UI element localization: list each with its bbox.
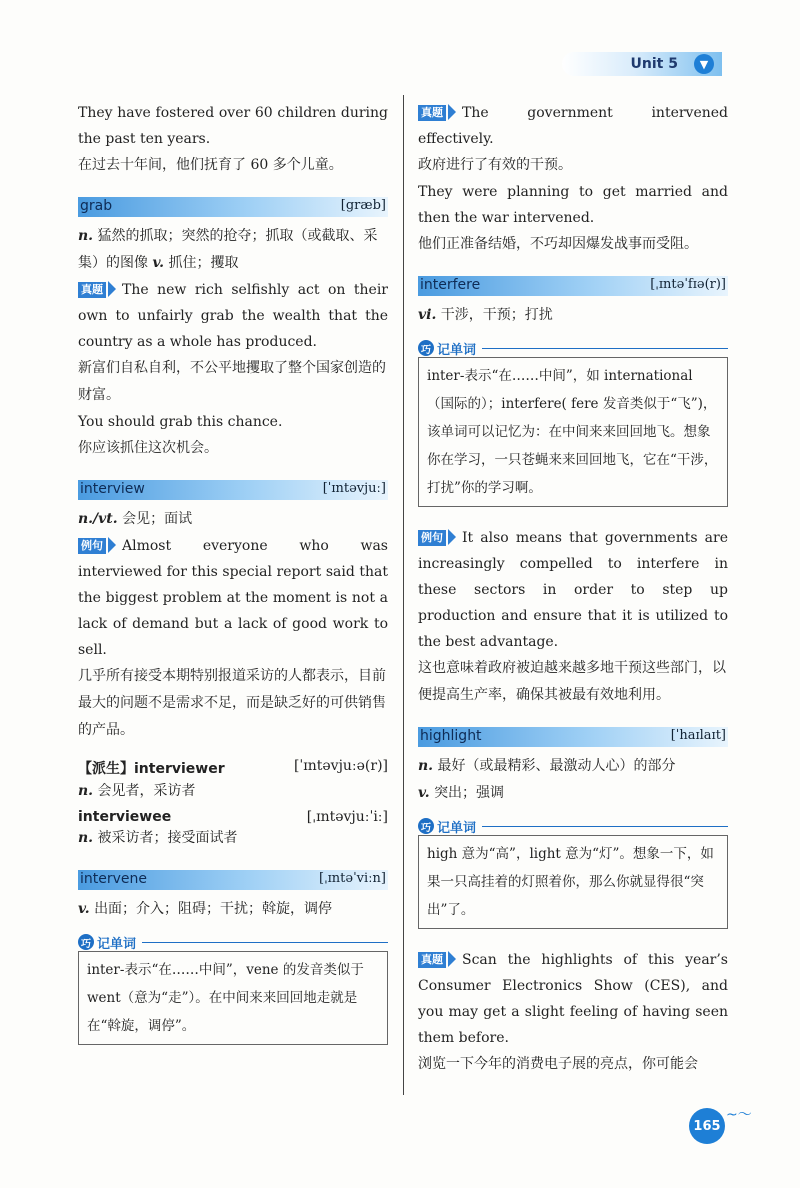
definition-text: 出面；介入；阻碍；干扰；斡旋，调停	[94, 901, 333, 917]
memory-tip-text: inter-表示“在……中间”，如 international（国际的）；interfere( fere 发音类似于“飞”)，该单词可以记忆为：在中间来来回回地飞。想象你在学习，一只苍蝇来来回回地飞，它在“干涉，打扰”你的学习啊。	[418, 357, 728, 507]
phonetic: [ˌɪntəˈfɪə(r)]	[650, 277, 726, 292]
definition	[78, 825, 388, 852]
lightbulb-icon: 巧	[78, 934, 94, 950]
intro-example-en: They have fostered over 60 children during the past ten years.	[78, 105, 388, 147]
phonetic: [græb]	[340, 198, 386, 213]
column-divider	[403, 95, 404, 1095]
example-zh: 政府进行了有效的干预。	[418, 157, 572, 173]
definition	[78, 506, 388, 533]
lightbulb-icon: 巧	[418, 818, 434, 834]
example-text: The government intervened effectively.	[418, 105, 728, 147]
divider	[482, 826, 728, 827]
decorative-swash-icon: ~〜	[726, 1107, 752, 1123]
unit-label: Unit 5	[630, 56, 678, 72]
divider	[142, 942, 388, 943]
example-zh: 你应该抓住这次机会。	[78, 440, 218, 456]
tag-arrow-icon	[448, 529, 456, 545]
example-en	[418, 100, 728, 152]
part-of-speech: vi.	[418, 307, 437, 323]
intro-example-zh: 在过去十年间，他们抚育了 60 多个儿童。	[78, 157, 343, 173]
memory-tip-title: 记单词	[437, 820, 477, 836]
tag-arrow-icon	[108, 281, 116, 297]
phonetic: [ˌɪntəˈviːn]	[319, 871, 386, 886]
example-zh: 浏览一下今年的消费电子展的亮点，你可能会	[418, 1056, 698, 1072]
definition	[418, 753, 728, 780]
memory-tip-text: high 意为“高”，light 意为“灯”。想象一下，如果一只高挂着的灯照着你，那么你就显得很“突出”了。	[418, 835, 728, 929]
lightbulb-icon: 巧	[418, 340, 434, 356]
definition-text: 最好（或最精彩、最激动人心）的部分	[437, 758, 676, 774]
example-text: Scan the highlights of this year’s Consumer Electronics Show (CES), and you may get a slight feeling of having seen them before.	[418, 952, 728, 1046]
example-zh: 他们正准备结婚，不巧却因爆发战事而受阻。	[418, 236, 698, 252]
derivative-heading	[78, 809, 388, 825]
definition-text: 会见者，采访者	[97, 783, 196, 799]
memory-tip-text: inter-表示“在……中间”，vene 的发音类似于 went（意为“走”）。在中间来来回回地走就是在“斡旋，调停”。	[78, 951, 388, 1045]
word-bar-interfere	[418, 276, 728, 296]
phonetic: [ˈɪntəvjuːə(r)]	[293, 758, 388, 774]
word-bar-intervene	[78, 870, 388, 890]
derivative-word: interviewer	[134, 761, 225, 777]
derivative-label: 【派生】	[78, 761, 134, 777]
part-of-speech: n.	[418, 758, 434, 774]
headword: grab	[80, 198, 113, 214]
exam-tag: 真题	[418, 105, 446, 121]
example-tag: 例句	[78, 538, 106, 554]
headword: highlight	[420, 728, 482, 744]
definition	[78, 778, 388, 805]
example-en	[418, 947, 728, 1051]
definition-text: 干涉，干预；打扰	[440, 307, 553, 323]
part-of-speech: v.	[152, 255, 165, 271]
memory-tip	[418, 339, 728, 507]
headword: interview	[80, 481, 145, 497]
example-zh: 新富们自私自利，不公平地攫取了整个国家创造的财富。	[78, 360, 386, 403]
divider	[482, 348, 728, 349]
left-column	[78, 100, 388, 1045]
word-bar-interview	[78, 480, 388, 500]
memory-tip	[78, 933, 388, 1045]
tag-arrow-icon	[108, 537, 116, 553]
memory-tip	[418, 817, 728, 929]
example-en	[78, 277, 388, 355]
example-tag: 例句	[418, 530, 446, 546]
exam-tag: 真题	[418, 952, 446, 968]
definition	[418, 302, 728, 329]
example-text: It also means that governments are increasingly compelled to interfere in these sectors in order to step up production and ensure that it is utilized to the best advantage.	[418, 530, 728, 650]
unit-header-tab	[562, 52, 722, 76]
phonetic: [ˈɪntəvjuː]	[322, 481, 386, 496]
example-en: They were planning to get married and then the war intervened.	[418, 184, 728, 226]
word-bar-highlight	[418, 727, 728, 747]
phonetic: [ˈhaɪlaɪt]	[670, 728, 726, 743]
tag-arrow-icon	[448, 951, 456, 967]
definition	[78, 896, 388, 923]
example-en	[418, 525, 728, 655]
phonetic: [ˌɪntəvjuːˈiː]	[306, 809, 388, 825]
word-bar-grab	[78, 197, 388, 217]
example-en: You should grab this chance.	[78, 414, 283, 430]
chevron-down-icon: ▼	[694, 54, 714, 74]
part-of-speech: n.	[78, 783, 94, 799]
example-text: Almost everyone who was interviewed for this special report said that the biggest problem at the moment is not a lack of demand but a lack of good work to sell.	[78, 538, 388, 658]
part-of-speech: n./vt.	[78, 511, 118, 527]
headword: intervene	[80, 871, 148, 887]
derivative-heading	[78, 758, 388, 778]
part-of-speech: v.	[78, 901, 90, 917]
definition-text: 突出；强调	[434, 785, 505, 801]
memory-tip-header	[418, 339, 728, 357]
right-column	[418, 100, 728, 1078]
exam-tag: 真题	[78, 282, 106, 298]
part-of-speech: v.	[418, 785, 430, 801]
page-number: 165	[689, 1108, 725, 1144]
derivative-word: interviewee	[78, 809, 172, 825]
example-zh: 这也意味着政府被迫越来越多地干预这些部门，以便提高生产率，确保其被最有效地利用。	[418, 660, 726, 703]
definition-text: 抓住；攫取	[168, 255, 239, 271]
part-of-speech: n.	[78, 830, 94, 846]
example-en	[78, 533, 388, 663]
memory-tip-title: 记单词	[97, 936, 137, 952]
definition-text: 会见；面试	[122, 511, 193, 527]
definition	[78, 223, 388, 277]
example-zh: 几乎所有接受本期特别报道采访的人都表示，目前最大的问题不是需求不足，而是缺乏好的可供销售的产品。	[78, 668, 386, 738]
part-of-speech: n.	[78, 228, 94, 244]
example-text: The new rich selfishly act on their own to unfairly grab the wealth that the country as a whole has produced.	[78, 282, 388, 350]
definition	[418, 780, 728, 807]
headword: interfere	[420, 277, 481, 293]
memory-tip-header	[418, 817, 728, 835]
definition-text: 被采访者；接受面试者	[97, 830, 238, 846]
definition-text: 猛然的抓取；突然的抢夺；抓取（或截取、采集）的图像	[78, 228, 378, 271]
memory-tip-header	[78, 933, 388, 951]
memory-tip-title: 记单词	[437, 342, 477, 358]
tag-arrow-icon	[448, 104, 456, 120]
